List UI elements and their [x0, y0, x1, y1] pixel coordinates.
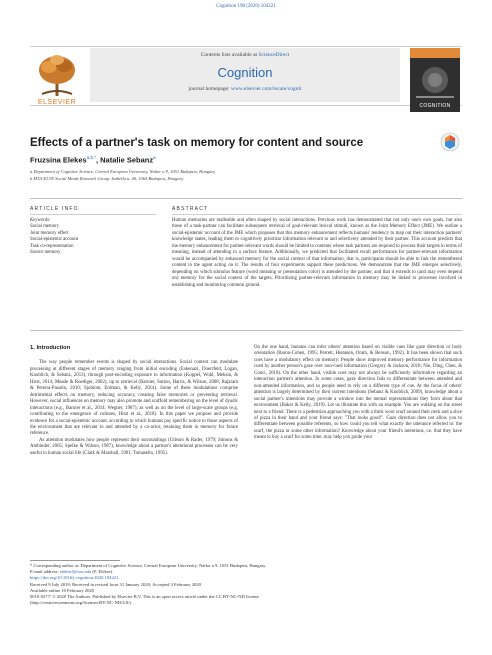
- affiliation-a: a Department of Cognitive Science, Central European University, Nádor u 9, 1051 Budapest, Hungary: [30, 169, 216, 174]
- keyword-item: Task co-representation: [30, 243, 74, 249]
- contents-prefix: Contents lists available at: [200, 52, 259, 58]
- contents-lists-line: [90, 52, 400, 58]
- copyright-line: 0010-0277/ © 2020 The Authors. Published by Elsevier B.V. This is an open access article under the CC BY-NC-ND license: [30, 594, 259, 600]
- email-link[interactable]: elekesf@ceu.edu: [59, 569, 92, 575]
- doi-link[interactable]: https://doi.org/10.1016/j.cognition.2020.104221: [30, 575, 119, 581]
- body-paragraph: On the one hand, humans can infer others' attention based on visible cues like gaze direction or body orientation (Baron-Cohen, 1995; Perrett, Hietanen, Oram, & Benson, 1992). It has been shown that such cues have a modulatory effect on memory: People show improved memory performance for information cued by another person's gaze over non-cued information (Gregory & Jackson, 2018; Nie, Ding, Chen, & Conci, 2018). On the other hand, visible cues may not always be sufficiently informative regarding an interaction partner's attention. In some cases, gaze direction fails to differentiate between attended and non-attended information, and so people need to rely on a different type of cue. At the focus of others' attention is largely determined by their current intentions (Sebanz & Knoblich, 2009), knowledge about a social partner's intentions may provide a window into the mental representations they form about that environment (Baker & Kelly, 2019). Let us illustrate this with an example. You are walking on the street next to a friend. There is a pedestrian approaching you with a thick wool scarf around their neck and a slice of pizza in their hand and your friend says: "That looks good!". Gaze direction does not allow you to differentiate between possible referents, so how could you tell what exactly the utterance referred to: the scarf, the pizza or some other information? Knowledge about your friend's intentions, i.e. that they have meant to buy a scarf for some time, may help you guide your: [254, 345, 462, 441]
- article-info-heading: ARTICLE INFO: [30, 206, 79, 212]
- body-column-left: [30, 345, 238, 457]
- license-line[interactable]: (http://creativecommons.org/licenses/BY-NC-ND/4.0/).: [30, 600, 133, 606]
- elsevier-tree-logo: [32, 50, 82, 100]
- keyword-item: Social-epistemic account: [30, 237, 79, 243]
- author-separator: ,: [95, 155, 101, 165]
- sciencedirect-link[interactable]: ScienceDirect: [258, 52, 290, 58]
- keywords-title: Keywords:: [30, 218, 51, 223]
- author-affiliation-marks[interactable]: a,b,*: [86, 155, 96, 160]
- crossmark-icon[interactable]: [440, 132, 460, 152]
- available-online: Available online 10 February 2020: [30, 587, 94, 593]
- article-title: Effects of a partner's task on memory for content and source: [30, 137, 364, 149]
- keyword-item: Joint memory effect: [30, 230, 69, 236]
- body-paragraph: The way people remember events is shaped by social interactions. Social context can modulate processing at different stages of memory ranging from initial encoding (Eskenazi, Doerrfeld, Logan, Knoblich, & Sebanz, 2013), through post-encoding exposure to information (Koppel, Wohl, Meksin, & Hirst, 2014; Meade & Roediger, 2002), up to retrieval (Barnier, Sutton, Harris, & Wilson, 2008; Rajaram & Pereira-Pasarin, 2010; Sjoblom, Erdman, & Kelly, 2014). Some of these modulations comprise detrimental effects on memory, reducing accuracy, creating false memories or preventing retrieval. However, social influences on memory may also promote and scaffold remembering on the level of dyadic interactions (e.g., Barnier et al., 2014; Wegner, 1987), as well as on the level of large-scale groups (e.g. contributing to the emergence of cultures, Hirst et al., 2018). In this paper we propose and provide evidence for a social-epistemic account, according to which humans pay specific notice to those aspects of the environment that are relevant to and attended by a co-actor, retaining them in memory for future reference.: [30, 360, 238, 437]
- footnote-divider: [30, 560, 120, 561]
- journal-homepage-line: [90, 86, 400, 92]
- footnotes: [30, 563, 462, 606]
- body-paragraph: As attention modulates how people represent their surroundings (Gibson & Rader, 1979; Simons & Ambinder, 2005; Spelke & Wilson, 1987), knowledge about a partner's attentional processes can be very useful in human social life (Clark & Marshall, 1981; Tomasello, 1995).: [30, 437, 238, 456]
- keyword-item: Social memory: [30, 224, 60, 230]
- journal-header-box: [90, 48, 400, 102]
- divider: [30, 214, 156, 215]
- introduction-heading: 1. Introduction: [30, 345, 71, 351]
- abstract-text: Human memories are malleable and often shaped by social interactions. Previous work has demonstrated that not only one's own goals, but also those of a task-partner can facilitate subsequent retrieval of goal-relevant lexical stimuli, known as the Joint Memory Effect (JME). We outline a social-epistemic account of the JME which proposes that this memory enhancement reflects humans' tendency to map out their interaction partners' knowledge states, leading them to cognitively prioritize information relevant to and selectively attended by their partner. This account predicts that the memory enhancement for partner-relevant words should be limited to contents where task partners are required to process their targets in terms of meaning, instead of attending to a surface feature. Additionally, we predicted that facilitated recall performance for partner-relevant information would be accompanied by enhanced memory for the social context of that information, that is, participants should be able to link the remembered content to the agent acting on it. The results of four experiments support these predictions. We demonstrate that the JME emerges selectively, depending on which stimulus feature (word meaning or presentation color) is attended by the partner, and that it extends to (and may even depend on) memory for the social context of the targets. Prioritizing partner-relevant information in memory may be linked to processes involved in establishing and monitoring common ground.: [172, 218, 462, 288]
- journal-name: Cognition: [217, 65, 273, 80]
- keywords-block: [30, 218, 156, 256]
- homepage-link[interactable]: www.elsevier.com/locate/cognit: [230, 86, 302, 92]
- email-suffix: (F. Elekes).: [91, 569, 114, 575]
- author-name[interactable]: Natalie Sebanz: [100, 155, 154, 165]
- divider: [30, 330, 462, 331]
- email-prefix: E-mail address:: [30, 569, 60, 575]
- author-name[interactable]: Fruzsina Elekes: [30, 155, 87, 165]
- elsevier-wordmark: ELSEVIER: [37, 99, 77, 106]
- journal-citation-link[interactable]: Cognition 198 (2020) 104221: [216, 4, 276, 9]
- divider: [30, 198, 462, 199]
- divider: [172, 214, 462, 215]
- journal-cover-image: [410, 48, 460, 112]
- author-affiliation-marks[interactable]: a: [153, 155, 156, 160]
- received-dates: Received 9 July 2019; Received in revised form 31 January 2020; Accepted 3 February 2020: [30, 581, 201, 587]
- author-list: [30, 155, 156, 165]
- abstract-heading: ABSTRACT: [172, 206, 209, 212]
- body-column-right: [254, 345, 462, 442]
- homepage-prefix: journal homepage:: [188, 86, 231, 92]
- corresponding-author-note: * Corresponding author at: Department of Cognitive Science, Central European University, Nádor u 9, 1051 Budapest, Hungary.: [30, 563, 267, 568]
- keyword-item: Source memory: [30, 250, 61, 256]
- cover-band: [410, 48, 460, 58]
- affiliation-b: b MTA-ELTE Social Minds Research Group, Izabella u. 46, 1064 Budapest, Hungary: [30, 176, 184, 181]
- cover-title: COGNITION: [419, 103, 451, 109]
